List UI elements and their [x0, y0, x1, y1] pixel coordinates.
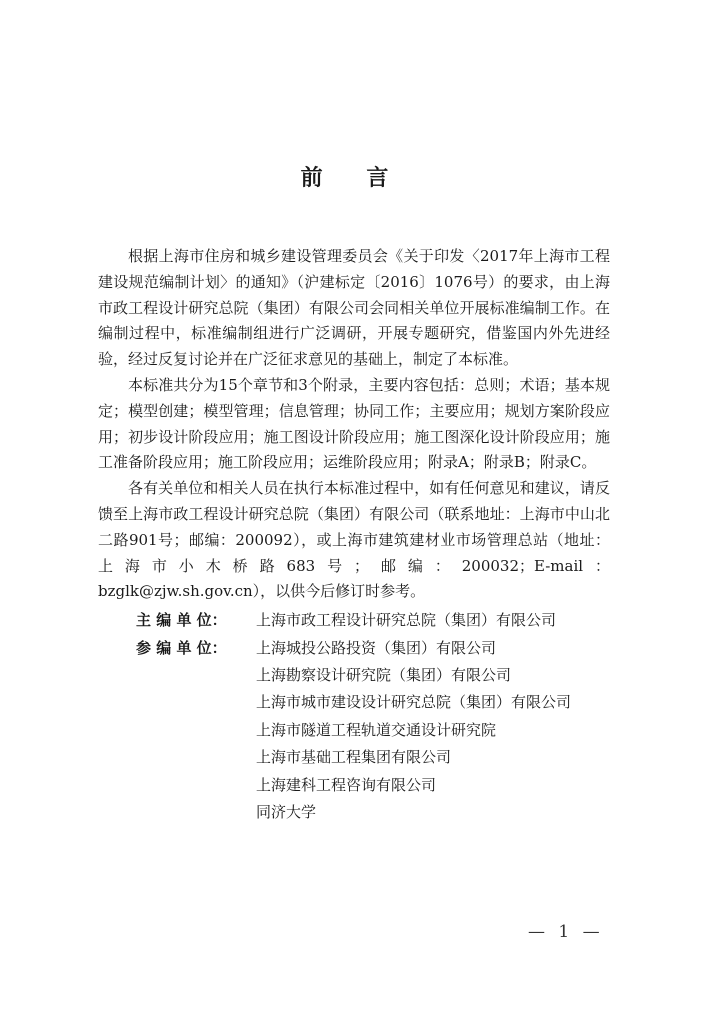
participating-unit-name: 同济大学 [256, 803, 317, 821]
paragraph-3: 各有关单位和相关人员在执行本标准过程中，如有任何意见和建议，请反馈至上海市政工程设计研究总院（集团）有限公司（联系地址：上海市中山北二路901号；邮编：200092），或上海市建筑建材业市场管理总站（地址：上海市小木桥路683号；邮编：200032；E-mail：bzglk@zjw.sh.gov.cn），以供今后修订时参考。 [98, 479, 610, 601]
paragraph-2: 本标准共分为15个章节和3个附录，主要内容包括：总则；术语；基本规定；模型创建；模型管理；信息管理；协同工作；主要应用；规划方案阶段应用；初步设计阶段应用；施工图设计阶段应用；施工图深化设计阶段应用；施工准备阶段应用；施工阶段应用；运维阶段应用；附录A；附录B；附录C。 [98, 375, 610, 472]
chief-unit-label: 主 编 单 位： [136, 611, 227, 630]
participating-unit-name: 上海市城市建设设计研究总院（集团）有限公司 [256, 693, 572, 712]
page-title: 前 言 [300, 166, 407, 191]
participating-unit-name: 上海城投公路投资（集团）有限公司 [256, 638, 497, 657]
participating-unit-name: 上海勘察设计研究院（集团）有限公司 [256, 665, 512, 684]
document-body [98, 244, 610, 826]
participating-unit-name: 上海市基础工程集团有限公司 [256, 748, 452, 767]
chief-unit-name: 上海市政工程设计研究总院（集团）有限公司 [256, 611, 557, 630]
units-section [98, 607, 610, 826]
paragraph-1: 根据上海市住房和城乡建设管理委员会《关于印发〈2017年上海市工程建设规范编制计划〉的通知》（沪建标定〔2016〕1076号）的要求，由上海市政工程设计研究总院（集团）有限公司会同相关单位开展标准编制工作。在编制过程中，标准编制组进行广泛调研，开展专题研究，借鉴国内外先进经验，经过反复讨论并在广泛征求意见的基础上，制定了本标准。 [98, 247, 610, 369]
participating-unit-list [98, 662, 610, 826]
participating-unit-name: 上海市隧道工程轨道交通设计研究院 [256, 720, 497, 739]
participating-unit-name: 上海建科工程咨询有限公司 [256, 775, 437, 794]
preface-paragraphs [98, 244, 610, 605]
participating-unit-row [98, 635, 610, 662]
page-number: — 1 — [528, 922, 604, 942]
participating-unit-label: 参 编 单 位： [136, 638, 227, 657]
chief-unit-row [98, 607, 610, 634]
